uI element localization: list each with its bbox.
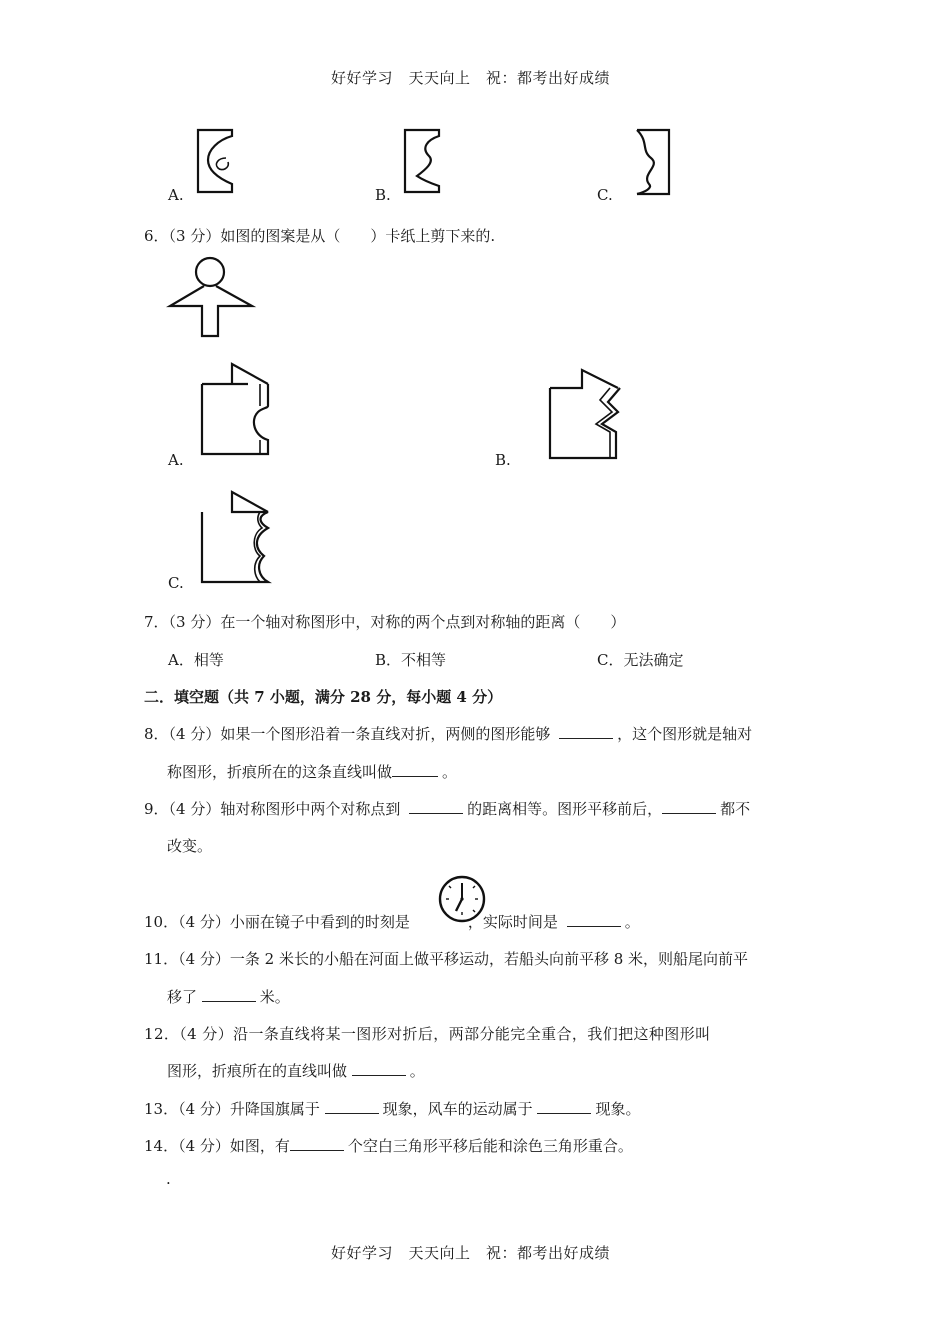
q8-line-2 — [167, 761, 457, 782]
q6-person-figure — [168, 256, 254, 340]
q13-blank-2[interactable] — [537, 1099, 591, 1114]
q13-text-a: 13．（4 分）升降国旗属于 — [144, 1100, 325, 1118]
q6-option-a-label: A. — [168, 451, 184, 469]
q9-line-1 — [144, 798, 750, 819]
q8-text-2b: 。 — [442, 763, 458, 781]
q9-blank-1[interactable] — [409, 799, 463, 814]
q11-blank[interactable] — [202, 987, 256, 1002]
q7-option-b: B．不相等 — [375, 651, 447, 669]
q10-text-b: ，实际时间是 — [467, 913, 563, 931]
q5-figure-a — [196, 128, 240, 194]
q9-text-1a: 9．（4 分）轴对称图形中两个对称点到 — [144, 800, 406, 818]
q5-option-c-label: C. — [597, 186, 613, 204]
q14-blank[interactable] — [290, 1136, 344, 1151]
q13-blank-1[interactable] — [325, 1099, 379, 1114]
q11-text-2b: 米。 — [259, 988, 290, 1006]
q12-text-2b: 。 — [409, 1062, 425, 1080]
q10-text-a: 10．（4 分）小丽在镜子中看到的时刻是 — [144, 913, 410, 931]
q8-blank-2[interactable] — [392, 762, 438, 777]
q6-figure-c — [198, 490, 278, 584]
q11-line-1: 11．（4 分）一条 2 米长的小船在河面上做平移运动，若船头向前平移 8 米，则船尾向前平 — [144, 950, 749, 968]
q12-line-2 — [167, 1060, 425, 1081]
q12-line-1: 12．（4 分）沿一条直线将某一图形对折后，两部分能完全重合，我们把这种图形叫 — [144, 1025, 711, 1043]
q8-text-2a: 称图形，折痕所在的这条直线叫做 — [167, 763, 393, 781]
page-footer: 好好学习 天天向上 祝：都考出好成绩 — [331, 1244, 611, 1262]
q14-figure-placeholder-dot: . — [166, 1170, 171, 1188]
q9-blank-2[interactable] — [662, 799, 716, 814]
q11-line-2 — [167, 986, 290, 1007]
q10-blank[interactable] — [567, 912, 621, 927]
q6-question: 6．（3 分）如图的图案是从（ ）卡纸上剪下来的. — [144, 227, 496, 245]
q7-question: 7．（3 分）在一个轴对称图形中，对称的两个点到对称轴的距离（ ） — [144, 613, 626, 631]
q8-blank-1[interactable] — [559, 724, 613, 739]
page-header: 好好学习 天天向上 祝：都考出好成绩 — [331, 69, 611, 87]
q5-figure-c — [635, 128, 673, 196]
q6-figure-a — [198, 362, 278, 456]
q13-text-b: 现象，风车的运动属于 — [382, 1100, 538, 1118]
q8-text-1a: 8．（4 分）如果一个图形沿着一条直线对折，两侧的图形能够 — [144, 725, 556, 743]
q6-figure-b — [548, 368, 628, 462]
q8-text-1b: ，这个图形就是轴对 — [617, 725, 753, 743]
q13-line — [144, 1098, 640, 1119]
q7-option-a: A．相等 — [168, 651, 224, 669]
q9-text-1b: 的距离相等。图形平移前后， — [467, 800, 663, 818]
section-2-title: 二．填空题（共 7 小题，满分 28 分，每小题 4 分） — [144, 688, 503, 706]
q10-text-c: 。 — [624, 913, 640, 931]
q8-line-1 — [144, 723, 752, 744]
q13-text-c: 现象。 — [595, 1100, 641, 1118]
q12-blank[interactable] — [352, 1061, 406, 1076]
q9-text-1c: 都不 — [720, 800, 751, 818]
q11-text-2a: 移了 — [167, 988, 202, 1006]
q14-text-a: 14．（4 分）如图，有 — [144, 1137, 290, 1155]
q6-option-c-label: C. — [168, 574, 184, 592]
q5-figure-b — [403, 128, 443, 194]
mirror-clock-icon — [437, 874, 487, 924]
q10-line — [144, 911, 640, 932]
q14-line — [144, 1135, 633, 1156]
q7-option-c: C．无法确定 — [597, 651, 684, 669]
q5-option-a-label: A. — [168, 186, 184, 204]
q9-line-2: 改变。 — [167, 837, 213, 855]
q5-option-b-label: B. — [375, 186, 391, 204]
q14-text-b: 个空白三角形平移后能和涂色三角形重合。 — [347, 1137, 633, 1155]
q12-text-2a: 图形，折痕所在的直线叫做 — [167, 1062, 352, 1080]
q6-option-b-label: B. — [495, 451, 511, 469]
